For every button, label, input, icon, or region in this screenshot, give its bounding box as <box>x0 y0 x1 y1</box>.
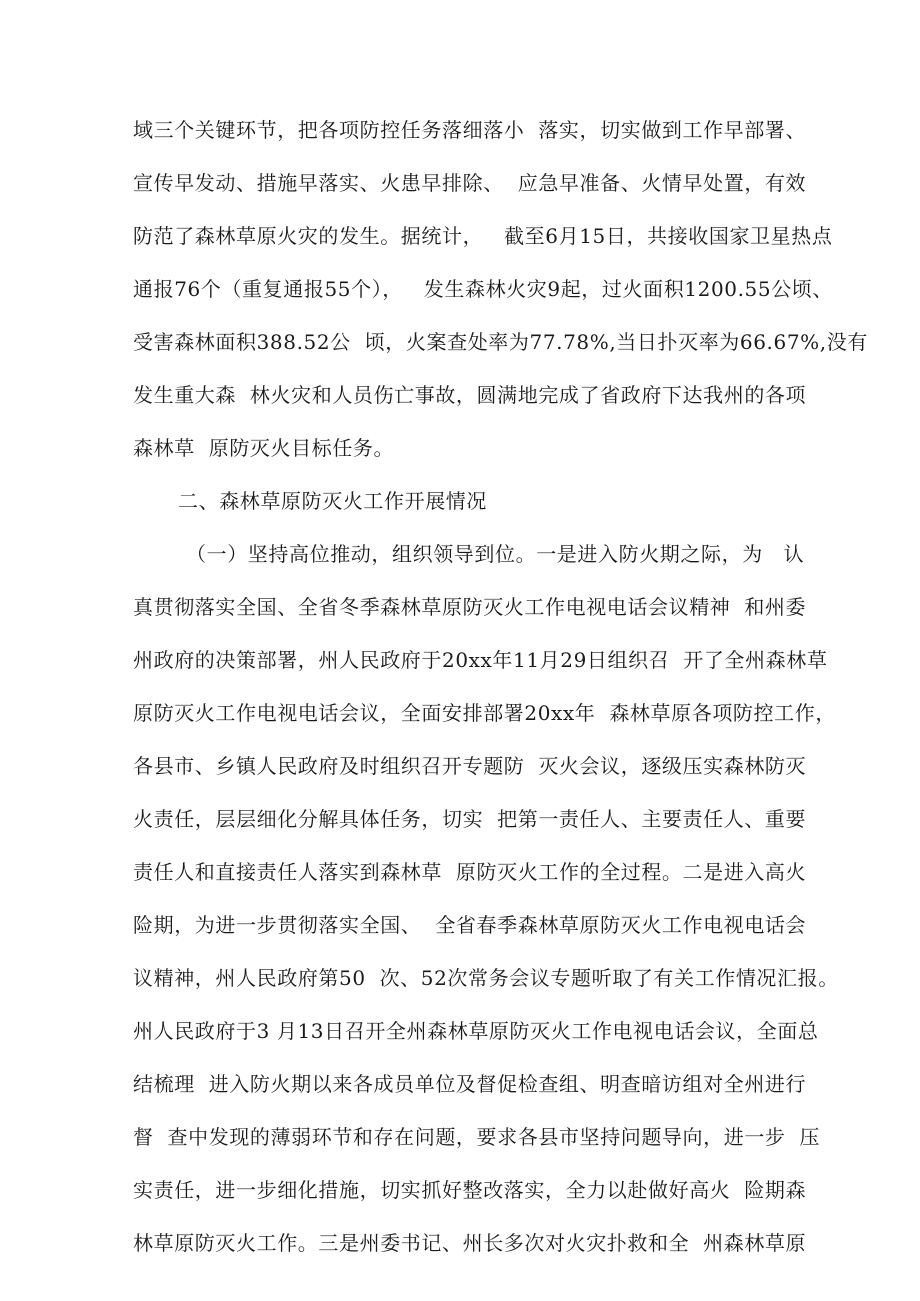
text-line-4: 通报76个（重复通报55个）， 发生森林火灾9起，过火面积1200.55公顷、 <box>133 277 833 301</box>
text-line-14: 火责任，层层细化分解具体任务，切实 把第一责任人、主要责任人、重要 <box>133 807 807 831</box>
text-line-2: 宣传早发动、措施早落实、火患早排除、 应急早准备、火情早处置，有效 <box>133 171 807 195</box>
text-line-5: 受害森林面积388.52公 顷，火案查处率为77.78%,当日扑灭率为66.67%,没有 <box>133 330 868 354</box>
text-line-21: 实责任，进一步细化措施，切实抓好整改落实，全力以赴做好高火 险期森 <box>133 1178 807 1202</box>
text-line-1: 域三个关键环节，把各项防控任务落细落小 落实，切实做到工作早部署、 <box>133 118 807 142</box>
text-line-22: 林草原防灭火工作。三是州委书记、州长多次对火灾扑救和全 州森林草原 <box>133 1231 807 1255</box>
text-line-9: （一）坚持高位推动，组织领导到位。一是进入防火期之际，为 认 <box>186 542 805 566</box>
text-line-18: 州人民政府于3 月13日召开全州森林草原防灭火工作电视电话会议，全面总 <box>133 1019 819 1043</box>
text-line-13: 各县市、乡镇人民政府及时组织召开专题防 灭火会议，逐级压实森林防灭 <box>133 754 807 778</box>
text-line-11: 州政府的决策部署，州人民政府于20xx年11月29日组织召 开了全州森林草 <box>133 648 828 672</box>
text-line-3: 防范了森林草原火灾的发生。据统计， 截至6月15日，共接收国家卫星热点 <box>133 224 833 248</box>
text-line-6: 发生重大森 林火灾和人员伤亡事故，圆满地完成了省政府下达我州的各项 <box>133 383 807 407</box>
text-line-17: 议精神，州人民政府第50 次、52次常务会议专题听取了有关工作情况汇报。 <box>133 966 839 990</box>
text-line-12: 原防灭火工作电视电话会议，全面安排部署20xx年 森林草原各项防控工作， <box>133 701 836 725</box>
text-line-16: 险期，为进一步贯彻落实全国、 全省春季森林草原防灭火工作电视电话会 <box>133 913 807 937</box>
text-line-7: 森林草 原防灭火目标任务。 <box>133 436 395 460</box>
text-line-20: 督 查中发现的薄弱环节和存在问题，要求各县市坚持问题导向，进一步 压 <box>133 1125 821 1149</box>
text-line-10: 真贯彻落实全国、全省冬季森林草原防灭火工作电视电话会议精神 和州委 <box>133 595 807 619</box>
section-heading: 二、森林草原防灭火工作开展情况 <box>178 489 487 513</box>
text-line-15: 责任人和直接责任人落实到森林草 原防灭火工作的全过程。二是进入高火 <box>133 860 807 884</box>
text-line-19: 结梳理 进入防火期以来各成员单位及督促检查组、明查暗访组对全州进行 <box>133 1072 807 1096</box>
